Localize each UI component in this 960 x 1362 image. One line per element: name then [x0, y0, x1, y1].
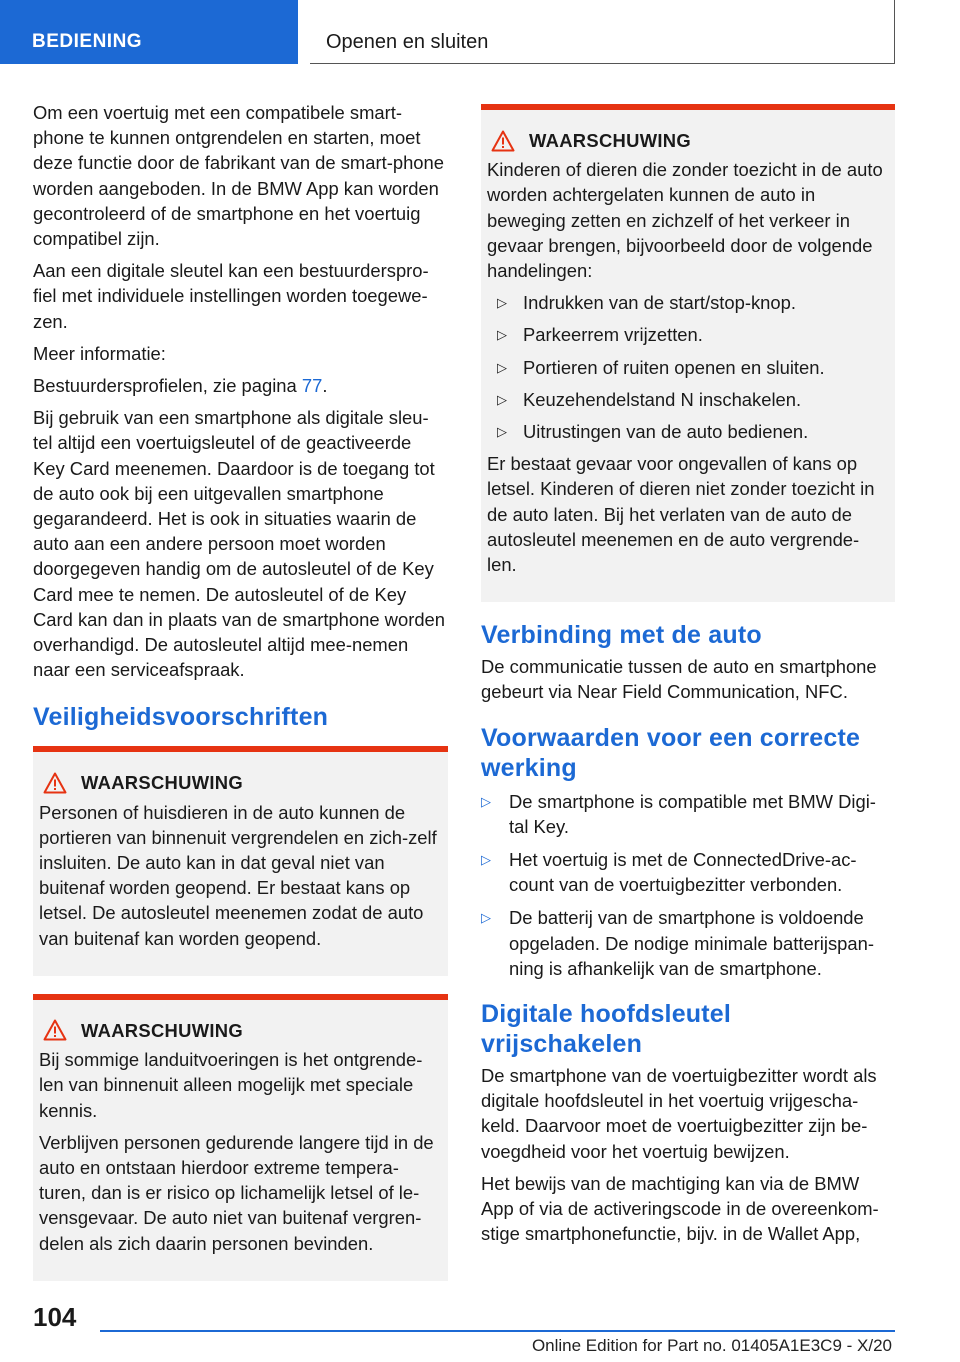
- paragraph: Bij gebruik van een smartphone als digitale sleu‐tel altijd een voertuigsleutel of de geactiveerde Key Card meenemen. Daardoor is de toegang tot de auto ook bij een uitgevallen smartphone gegarandeerd. Het is ook in situaties waarin de auto aan een andere persoon moet worden doorgegeven handig om de autosleutel of de Key Card mee te nemen. De autosleutel of de Key Card kan dan in plaats van de smartphone worden overhandigd. De autosleutel altijd mee‐nemen naar een serviceafspraak.: [33, 407, 446, 681]
- list-item: ▷ Portieren of ruiten openen en sluiten.: [487, 355, 887, 380]
- warning-box: [481, 104, 895, 602]
- list-item: ▷ Uitrustingen van de auto bedienen.: [487, 419, 887, 444]
- footer-edition: Online Edition for Part no. 01405A1E3C9 - X/20: [531, 1336, 892, 1355]
- warning-text: Personen of huisdieren in de auto kunnen de portieren van binnenuit vergrendelen en zich‐zelf insluiten. De auto kan in dat geval niet van buitenaf worden geopend. Er bestaat kans op letsel. De autosleutel meenemen zodat de auto van buitenaf kan worden geopend.: [39, 801, 437, 949]
- list-item: ▷ Het voertuig is met de ConnectedDrive-ac‐count van de voertuigbezitter verbonden.: [481, 847, 895, 897]
- header-chapter: Openen en sluiten: [310, 0, 895, 64]
- warning-list: [487, 290, 887, 444]
- paragraph: Om een voertuig met een compatibele smart‐phone te kunnen ontgrendelen en starten, moet deze functie door de fabrikant van de smart‐phone worden aangeboden. In de BMW App kan worden gecontroleerd of de smartphone en het voertuig compatibel zijn.: [33, 102, 444, 250]
- warning-text: Er bestaat gevaar voor ongevallen of kans op letsel. Kinderen of dieren niet zonder toezicht in de auto laten. Bij het verlaten van de auto de autosleutel meenemen en de auto vergrende‐len.: [487, 453, 875, 576]
- warning-text: Bij sommige landuitvoeringen is het ontgrende‐len van binnenuit alleen mogelijk met speciale kennis.: [39, 1049, 423, 1121]
- paragraph-with-link: Bestuurdersprofielen, zie pagina 77.: [33, 375, 328, 397]
- warning-title: WAARSCHUWING: [81, 1019, 243, 1041]
- triangle-right-icon: ▷: [497, 359, 507, 375]
- warning-text: Verblijven personen gedurende langere tijd in de auto en ontstaan hierdoor extreme tempera‐turen, dan is er risico op lichamelijk letsel of le‐vensgevaar. De auto niet van buitenaf vergren‐delen als zich daarin personen bevinden.: [39, 1131, 434, 1254]
- page-number: 104: [33, 1302, 77, 1332]
- list-item: ▷ Parkeerrem vrijzetten.: [487, 322, 887, 347]
- paragraph: Het bewijs van de machtiging kan via de BMW App of via de activeringscode in de overeenkom‐stige smartphonefunctie, bijv. in de Wallet App,: [481, 1172, 879, 1245]
- footer-divider: [100, 1330, 895, 1332]
- warning-triangle-icon: [43, 772, 67, 794]
- paragraph: Meer informatie:: [33, 342, 166, 364]
- warning-title: WAARSCHUWING: [81, 772, 243, 794]
- triangle-right-icon: ▷: [481, 793, 491, 809]
- triangle-right-icon: ▷: [497, 295, 507, 311]
- header-section: BEDIENING: [0, 0, 298, 64]
- section-heading: Voorwaarden voor een correcte werking: [481, 723, 861, 782]
- triangle-right-icon: ▷: [497, 327, 507, 343]
- list-item: ▷ De smartphone is compatible met BMW Digi‐tal Key.: [481, 789, 895, 839]
- triangle-right-icon: ▷: [497, 424, 507, 440]
- list-item: ▷ De batterij van de smartphone is voldoende opgeladen. De nodige minimale batterijspan‐ning is afhankelijk van de smartphone.: [481, 905, 895, 981]
- section-heading: Digitale hoofdsleutel vrijschakelen: [481, 1000, 732, 1059]
- paragraph: De communicatie tussen de auto en smartphone gebeurt via Near Field Communication, NFC.: [481, 656, 877, 703]
- section-heading: Verbinding met de auto: [481, 621, 762, 650]
- warning-box: [33, 746, 448, 975]
- section-heading: Veiligheidsvoorschriften: [33, 703, 329, 732]
- triangle-right-icon: ▷: [497, 391, 507, 407]
- warning-triangle-icon: [43, 1019, 67, 1041]
- page-link[interactable]: 77: [301, 375, 323, 397]
- list-item: ▷ Keuzehendelstand N inschakelen.: [487, 387, 887, 412]
- list-item: ▷ Indrukken van de start/stop-knop.: [487, 290, 887, 315]
- left-column: [33, 100, 448, 1299]
- paragraph: De smartphone van de voertuigbezitter wordt als digitale hoofdsleutel in het voertuig vrijgescha‐keld. Daarvoor moet de voertuigbezitter zijn be‐voegdheid voor het voertuig bewijzen.: [481, 1065, 877, 1162]
- paragraph: Aan een digitale sleutel kan een bestuurderspro‐fiel met individuele instellingen worden toegewe‐zen.: [33, 260, 429, 332]
- warning-text: Kinderen of dieren die zonder toezicht in de auto worden achtergelaten kunnen de auto in beweging zetten en zichzelf of het verkeer in gevaar brengen, bijvoorbeeld door de volgende handelingen:: [487, 159, 883, 282]
- warning-title: WAARSCHUWING: [529, 130, 691, 151]
- warning-box: [33, 994, 448, 1281]
- triangle-right-icon: ▷: [481, 852, 491, 868]
- triangle-right-icon: ▷: [481, 910, 491, 926]
- conditions-list: [481, 789, 895, 981]
- right-column: [481, 100, 895, 1254]
- warning-triangle-icon: [491, 130, 515, 152]
